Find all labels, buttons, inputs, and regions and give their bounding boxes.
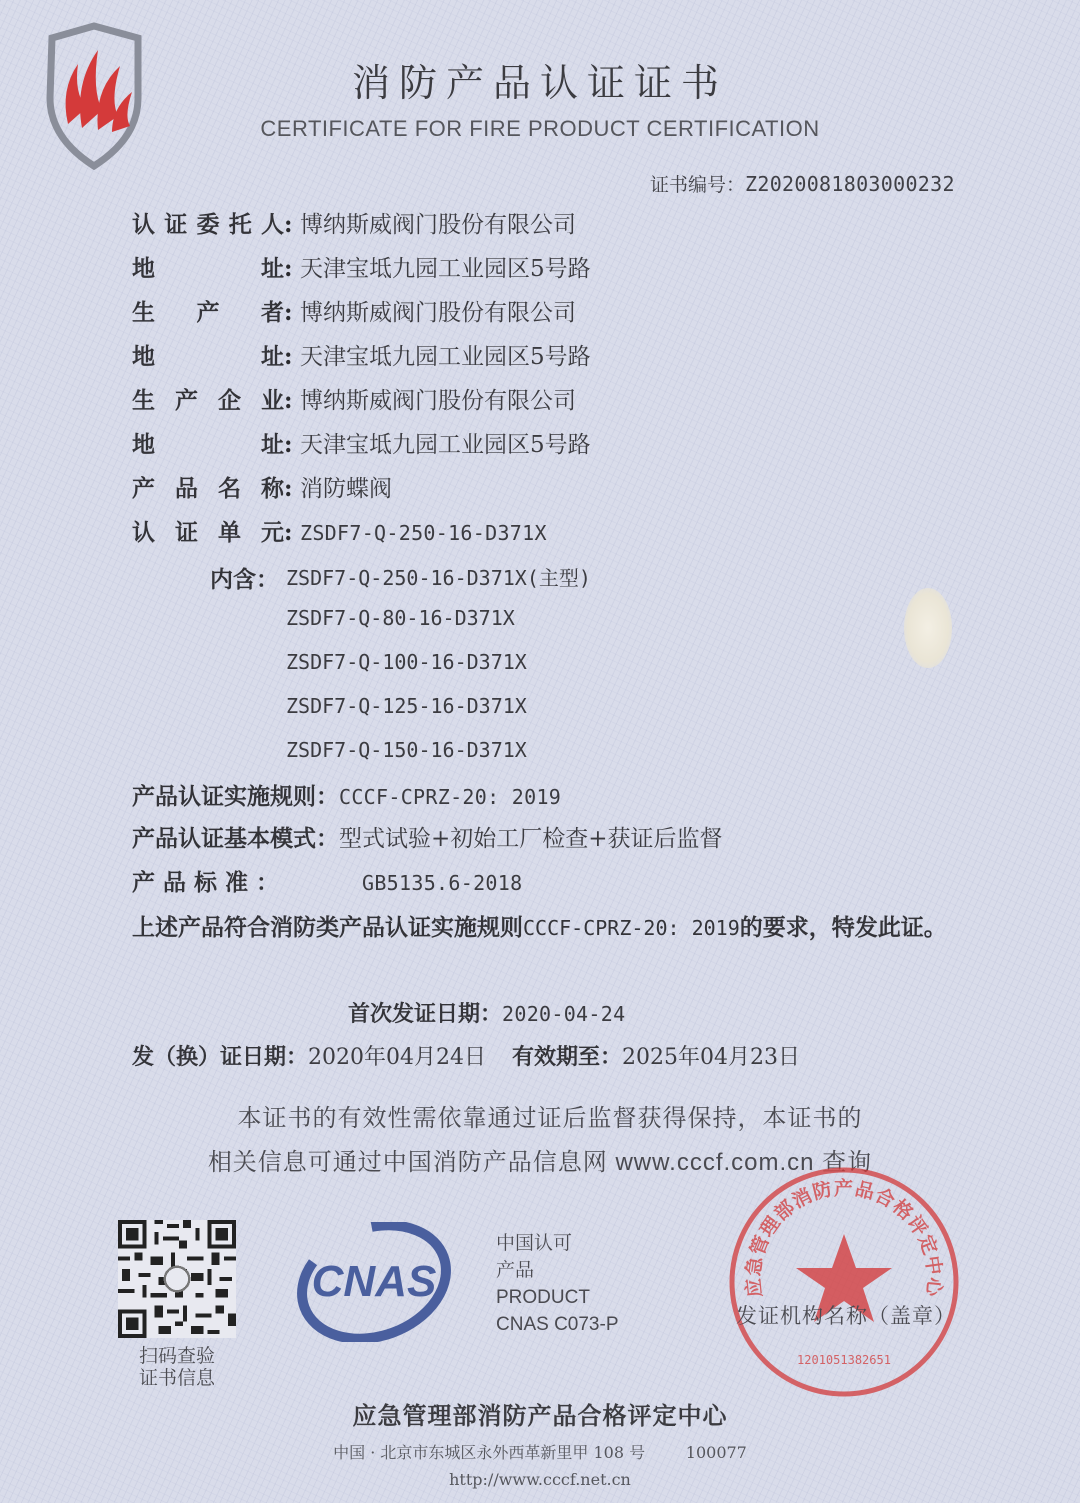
svg-text:1201051382651: 1201051382651 bbox=[797, 1353, 891, 1367]
field-value: 博纳斯威阀门股份有限公司 bbox=[300, 388, 576, 414]
field-value: ZSDF7-Q-250-16-D371X bbox=[300, 521, 547, 545]
field-client-address: 地址: 天津宝坻九园工业园区5号路 bbox=[132, 250, 591, 290]
field-value: GB5135.6-2018 bbox=[362, 871, 523, 895]
model-item: ZSDF7-Q-80-16-D371X bbox=[286, 606, 515, 630]
field-client: 认证委托人: 博纳斯威阀门股份有限公司 bbox=[132, 206, 576, 246]
field-label: 生产企业 bbox=[132, 387, 284, 414]
validity-notice-line2: 相关信息可通过中国消防产品信息网 www.cccf.com.cn 查询 bbox=[207, 1149, 873, 1176]
field-label: 产 品 标 准 ： bbox=[132, 869, 280, 896]
model-item: ZSDF7-Q-100-16-D371X bbox=[286, 650, 527, 674]
field-label: 产品名称 bbox=[132, 475, 284, 502]
issuing-authority-label: 发证机构名称（盖章） bbox=[736, 1304, 956, 1328]
field-label: 产品认证实施规则： bbox=[132, 783, 339, 810]
certificate-title: 消防产品认证证书 bbox=[351, 61, 728, 105]
certificate-subtitle: CERTIFICATE FOR FIRE PRODUCT CERTIFICATION bbox=[260, 116, 820, 141]
certificate-number-label: 证书编号： bbox=[650, 174, 746, 196]
field-label: 产品认证基本模式： bbox=[132, 825, 339, 852]
official-seal-stamp-icon bbox=[726, 1164, 962, 1400]
issuing-center-website-link[interactable]: http://www.cccf.net.cn bbox=[449, 1470, 631, 1489]
field-value: CCCF-CPRZ-20: 2019 bbox=[339, 785, 562, 809]
issue-date-label: 发（换）证日期： bbox=[132, 1044, 309, 1070]
issue-date-value: 2020年04月24日 bbox=[308, 1045, 486, 1070]
valid-until-value: 2025年04月23日 bbox=[622, 1045, 800, 1070]
field-manufacturer-address: 地址: 天津宝坻九园工业园区5号路 bbox=[132, 426, 591, 466]
model-item: ZSDF7-Q-125-16-D371X bbox=[286, 694, 527, 718]
model-item: ZSDF7-Q-250-16-D371X(主型) bbox=[286, 566, 591, 590]
field-value: 博纳斯威阀门股份有限公司 bbox=[300, 300, 576, 326]
model-item: ZSDF7-Q-150-16-D371X bbox=[286, 738, 527, 762]
field-label: 认证委托人 bbox=[132, 211, 284, 238]
qr-code-icon bbox=[118, 1220, 236, 1338]
field-manufacturer: 生产企业: 博纳斯威阀门股份有限公司 bbox=[132, 382, 576, 422]
qr-caption: 扫码查验 证书信息 bbox=[138, 1346, 215, 1389]
field-label: 生产者 bbox=[132, 299, 284, 326]
field-label: 地址 bbox=[132, 255, 284, 282]
paper-smudge bbox=[904, 588, 952, 668]
field-label: 地址 bbox=[132, 343, 284, 370]
field-value: 天津宝坻九园工业园区5号路 bbox=[300, 432, 591, 458]
field-value: 博纳斯威阀门股份有限公司 bbox=[300, 212, 576, 238]
validity-notice-line1: 本证书的有效性需依靠通过证后监督获得保持，本证书的 bbox=[237, 1105, 863, 1132]
svg-text:应急管理部消防产品合格评定中心: 应急管理部消防产品合格评定中心 bbox=[742, 1177, 946, 1299]
field-label: 认证单元 bbox=[132, 519, 284, 546]
includes-label: 内含： bbox=[210, 566, 279, 593]
field-value: 型式试验+初始工厂检查+获证后监督 bbox=[339, 826, 723, 852]
field-producer-address: 地址: 天津宝坻九园工业园区5号路 bbox=[132, 338, 591, 378]
field-standard bbox=[132, 864, 522, 904]
field-label: 地址 bbox=[132, 431, 284, 458]
issue-validity-row bbox=[132, 1040, 800, 1071]
field-cert-unit: 认证单元: ZSDF7-Q-250-16-D371X bbox=[132, 514, 547, 554]
field-product-name: 产品名称: 消防蝶阀 bbox=[132, 470, 392, 510]
valid-until-label: 有效期至： bbox=[512, 1044, 623, 1070]
svg-text:CNAS: CNAS bbox=[311, 1257, 437, 1306]
field-producer: 生产者: 博纳斯威阀门股份有限公司 bbox=[132, 294, 576, 334]
issuing-center-address: 中国 · 北京市东城区永外西革新里甲 108 号 100077 bbox=[333, 1443, 747, 1462]
field-value: 天津宝坻九园工业园区5号路 bbox=[300, 256, 591, 282]
first-issue-date: 首次发证日期：2020-04-24 bbox=[348, 1001, 626, 1027]
field-mode bbox=[132, 820, 723, 860]
cnas-logo-icon bbox=[286, 1222, 462, 1342]
conformity-statement: 上述产品符合消防类产品认证实施规则CCCF-CPRZ-20: 2019的要求，特发此证。 bbox=[132, 914, 947, 941]
cnas-accreditation-text: 中国认可 产品 PRODUCT CNAS C073-P bbox=[496, 1233, 619, 1335]
field-value: 消防蝶阀 bbox=[300, 476, 392, 502]
certificate-number bbox=[650, 170, 955, 197]
field-rules bbox=[132, 778, 561, 818]
certificate-number-value: Z2020081803000232 bbox=[745, 172, 955, 196]
issuing-center-name: 应急管理部消防产品合格评定中心 bbox=[352, 1401, 728, 1430]
field-value: 天津宝坻九园工业园区5号路 bbox=[300, 344, 591, 370]
